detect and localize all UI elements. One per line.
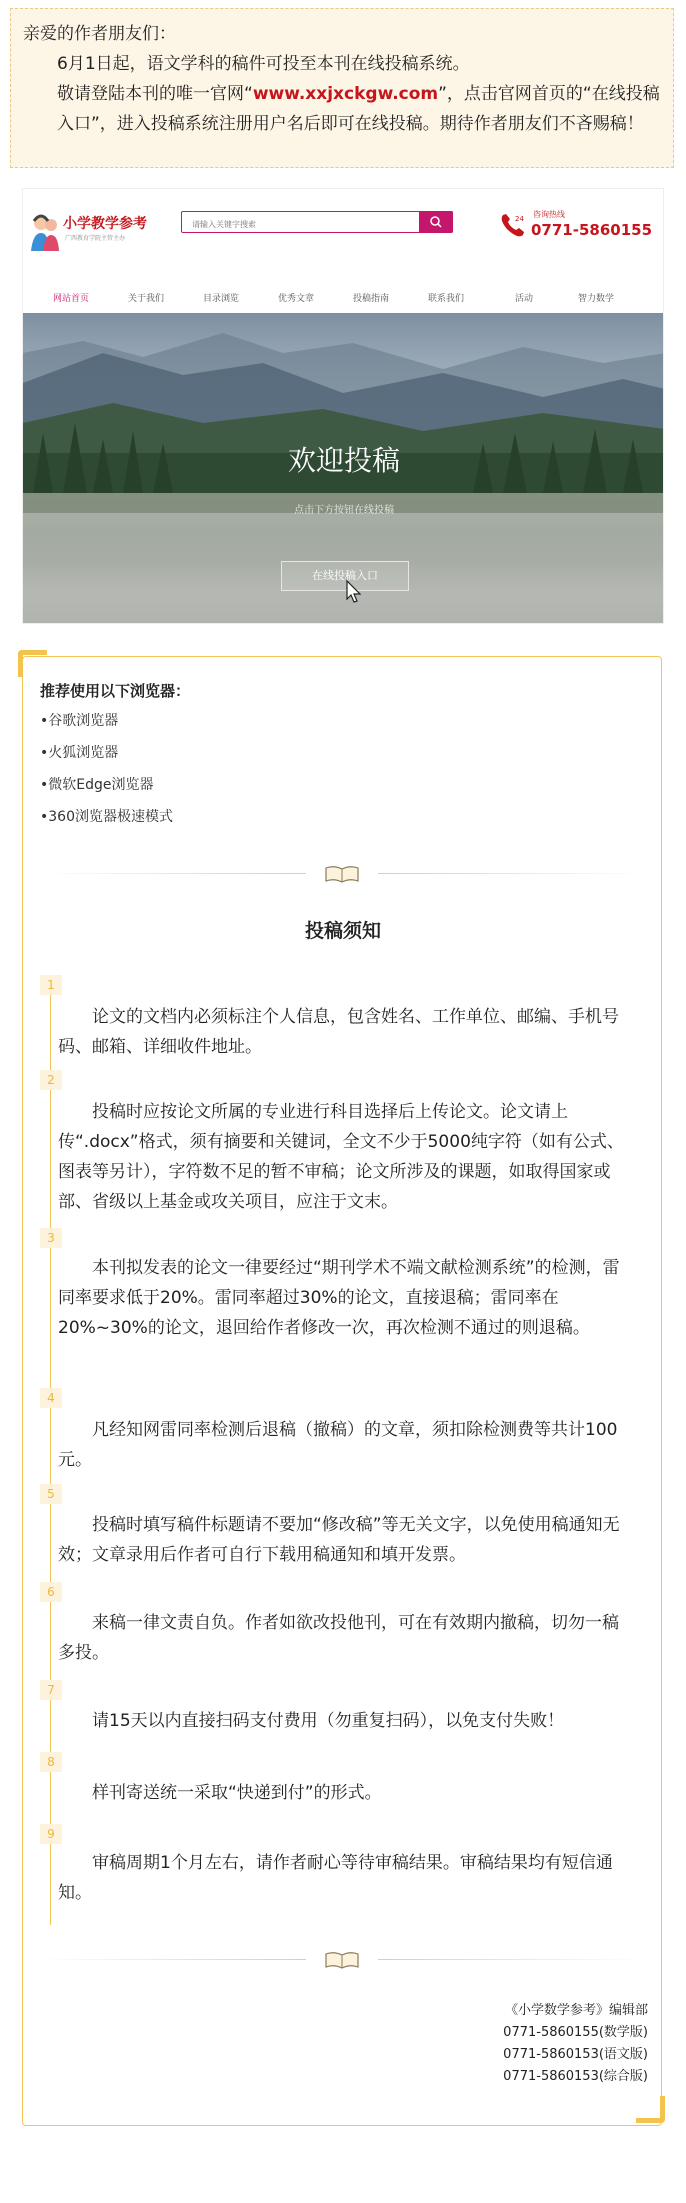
divider-bottom bbox=[40, 1950, 644, 1970]
notice-item-text: 来稿一律文责自负。作者如欲改投他刊，可在有效期内撤稿，切勿一稿多投。 bbox=[58, 1613, 619, 1663]
card-corner-bottom-right bbox=[636, 2096, 665, 2123]
notice-title: 投稿须知 bbox=[304, 920, 381, 942]
hotline-number: 0771-5860155 bbox=[531, 221, 653, 239]
editorial-signature bbox=[440, 2000, 648, 2088]
intro-greeting: 亲爱的作者朋友们： bbox=[23, 24, 176, 44]
search-button[interactable] bbox=[419, 211, 453, 233]
notice-item-text: 投稿时填写稿件标题请不要加“修改稿”等无关文字，以免使用稿通知无效；文章录用后作者可自行下载用稿通知和填开发票。 bbox=[58, 1515, 620, 1565]
notice-item-text: 论文的文档内必须标注个人信息，包含姓名、工作单位、邮编、手机号码、邮箱、详细收件地址。 bbox=[58, 1007, 619, 1057]
hero-title: 欢迎投稿 bbox=[287, 444, 400, 477]
hero-banner bbox=[23, 313, 664, 624]
nav-about[interactable]: 关于我们 bbox=[128, 294, 165, 304]
editorial-phone: 0771-5860155(数学版) bbox=[503, 2025, 648, 2040]
browser-item: •360浏览器极速模式 bbox=[40, 809, 173, 825]
open-book-icon bbox=[322, 864, 362, 884]
nav-home[interactable]: 网站首页 bbox=[53, 294, 90, 304]
item-number-badge: 9 bbox=[40, 1824, 62, 1844]
timeline-line bbox=[50, 975, 51, 1925]
browser-item: •谷歌浏览器 bbox=[40, 713, 119, 729]
site-nav bbox=[23, 287, 663, 307]
item-number-badge: 7 bbox=[40, 1680, 62, 1700]
nav-activity[interactable]: 活动 bbox=[515, 294, 534, 304]
intro-box bbox=[10, 8, 674, 168]
logo-kids-icon bbox=[27, 211, 61, 251]
nav-guide[interactable]: 投稿指南 bbox=[353, 294, 390, 304]
notice-item-text: 请15天以内直接扫码支付费用（勿重复扫码），以免支付失败！ bbox=[92, 1711, 565, 1731]
nav-catalog[interactable]: 目录浏览 bbox=[203, 294, 240, 304]
logo-subtitle: 广西教育学院主管主办 bbox=[65, 235, 126, 242]
search-icon bbox=[419, 211, 453, 233]
open-book-icon bbox=[322, 1950, 362, 1970]
online-submission-button[interactable]: 在线投稿入口 bbox=[281, 561, 409, 591]
notice-item-text: 审稿周期1个月左右，请作者耐心等待审稿结果。审稿结果均有短信通知。 bbox=[58, 1853, 613, 1903]
svg-text:24: 24 bbox=[515, 215, 524, 223]
phone-icon bbox=[497, 209, 529, 241]
item-number-badge: 1 bbox=[40, 975, 62, 995]
browser-item: •火狐浏览器 bbox=[40, 745, 119, 761]
nav-math[interactable]: 智力数学 bbox=[578, 294, 615, 304]
hotline-label: 咨询热线 bbox=[533, 210, 565, 219]
website-screenshot bbox=[22, 188, 664, 624]
divider-top bbox=[40, 864, 644, 884]
logo-title: 小学教学参考 bbox=[63, 216, 147, 232]
search-box bbox=[181, 211, 453, 233]
notice-item-text: 投稿时应按论文所属的专业进行科目选择后上传论文。论文请上传“.docx”格式，须有摘要和关键词，全文不少于5000纯字符（如有公式、图表等另计），字符数不足的暂不审稿；论文所涉及的课题，如取得国家或部、省级以上基金或攻关项目，应注于文末。 bbox=[58, 1102, 624, 1212]
item-number-badge: 8 bbox=[40, 1752, 62, 1772]
browser-recommend-title: 推荐使用以下浏览器： bbox=[40, 682, 191, 700]
editorial-phone: 0771-5860153(语文版) bbox=[503, 2047, 648, 2062]
editorial-org: 《小学数学参考》编辑部 bbox=[504, 2003, 648, 2018]
notice-item-text: 凡经知网雷同率检测后退稿（撤稿）的文章，须扣除检测费等共计100元。 bbox=[58, 1420, 618, 1470]
item-number-badge: 4 bbox=[40, 1388, 62, 1408]
mouse-cursor-icon bbox=[345, 579, 365, 605]
search-input[interactable] bbox=[182, 215, 422, 234]
editorial-phone: 0771-5860153(综合版) bbox=[503, 2069, 648, 2084]
item-number-badge: 5 bbox=[40, 1484, 62, 1504]
hero-hint: 点击下方按钮在线投稿 bbox=[294, 505, 394, 516]
browser-item: •微软Edge浏览器 bbox=[40, 777, 154, 793]
intro-line-date: 6月1日起，语文学科的稿件可投至本刊在线投稿系统。 bbox=[57, 54, 470, 74]
notice-item-text: 本刊拟发表的论文一律要经过“期刊学术不端文献检测系统”的检测，雷同率要求低于20%。雷同率超过30%的论文，直接退稿；雷同率在20%~30%的论文，退回给作者修改一次，再次检测不通过的则退稿。 bbox=[58, 1258, 620, 1338]
item-number-badge: 6 bbox=[40, 1582, 62, 1602]
nav-articles[interactable]: 优秀文章 bbox=[278, 294, 315, 304]
site-logo[interactable] bbox=[27, 211, 153, 255]
site-header bbox=[23, 189, 663, 275]
item-number-badge: 3 bbox=[40, 1228, 62, 1248]
hotline bbox=[497, 207, 663, 243]
notice-item-text: 样刊寄送统一采取“快递到付”的形式。 bbox=[92, 1783, 382, 1803]
item-number-badge: 2 bbox=[40, 1070, 62, 1090]
card-corner-top-left bbox=[18, 650, 47, 677]
intro-line-website: 敬请登陆本刊的唯一官网“www.xxjxckgw.com”，点击官网首页的“在线投稿入口”，进入投稿系统注册用户名后即可在线投稿。期待作者朋友们不吝赐稿！ bbox=[57, 84, 660, 134]
official-website-link[interactable]: www.xxjxckgw.com bbox=[252, 84, 439, 104]
nav-contact[interactable]: 联系我们 bbox=[428, 294, 465, 304]
